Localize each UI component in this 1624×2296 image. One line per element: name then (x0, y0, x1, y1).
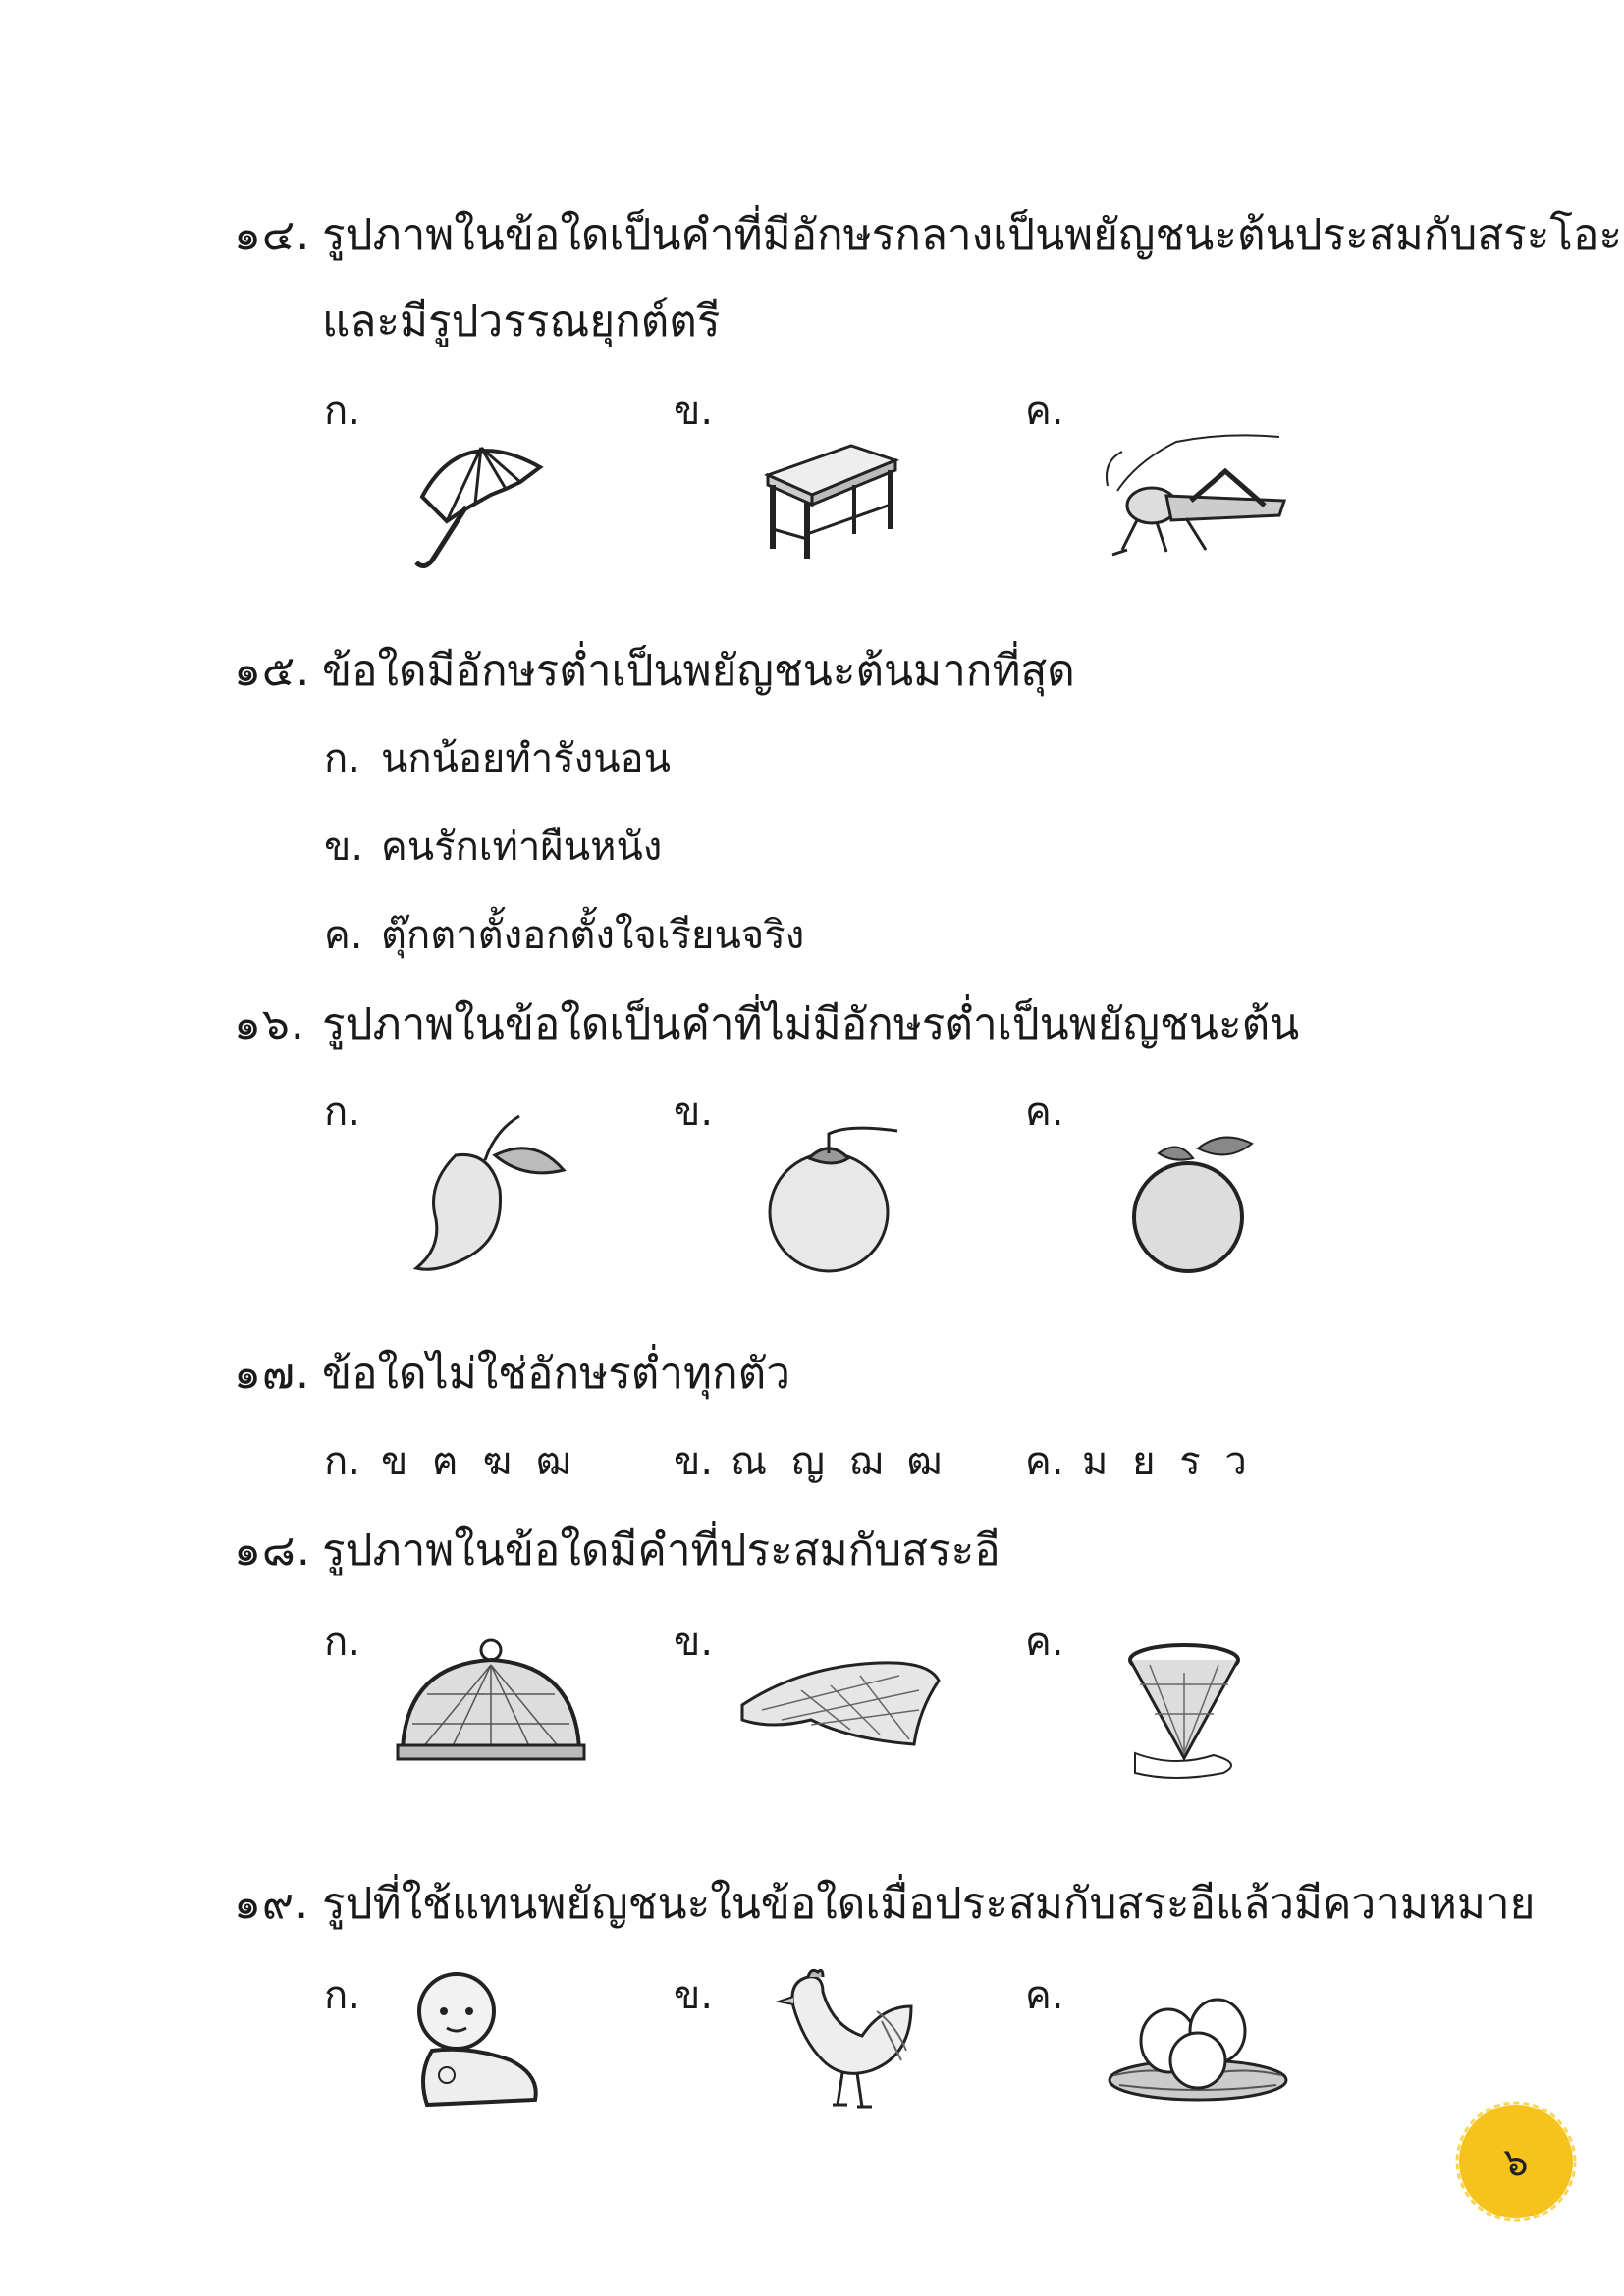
q16-option-a-label: ก. (324, 1090, 360, 1135)
q17-option-a-label: ก. (324, 1439, 360, 1484)
q14-option-a-label: ก. (324, 389, 360, 434)
pomelo-icon (1129, 1119, 1267, 1276)
q14-option-c-label: ค. (1025, 389, 1064, 434)
grasshopper-icon (1098, 432, 1294, 560)
q17-option-c-label: ค. (1025, 1439, 1064, 1484)
question-15-text: ข้อใดมีอักษรต่ำเป็นพยัญชนะต้นมากที่สุด (322, 646, 1075, 696)
q14-option-b-label: ข. (674, 389, 714, 434)
question-14-number: ๑๔. (234, 210, 311, 260)
question-18-number: ๑๘. (234, 1525, 311, 1575)
question-14-text-line2: และมีรูปวรรณยุกต์ตรี (322, 296, 721, 347)
eggs-nest-icon (1100, 1987, 1296, 2105)
question-16-text: รูปภาพในข้อใดเป็นคำที่ไม่มีอักษรต่ำเป็นพยัญชนะต้น (322, 999, 1300, 1049)
q15-option-b-text: คนรักเท่าผืนหนัง (381, 825, 663, 870)
rooster-icon (764, 1967, 921, 2114)
question-17-text: ข้อใดไม่ใช่อักษรต่ำทุกตัว (322, 1349, 790, 1399)
q18-option-a-label: ก. (324, 1620, 360, 1665)
question-17-number: ๑๗. (234, 1349, 311, 1399)
q16-option-b-label: ข. (674, 1090, 714, 1135)
q15-option-c-label: ค. (324, 913, 363, 958)
mangosteen-icon (760, 1119, 907, 1276)
desk-icon (758, 436, 905, 563)
q19-option-b-label: ข. (674, 1973, 714, 2018)
fishing-net-icon (732, 1651, 948, 1769)
question-18-text: รูปภาพในข้อใดมีคำที่ประสมกับสระอี (322, 1525, 1001, 1575)
baby-icon (403, 1967, 550, 2114)
question-19-number: ๑๙. (234, 1879, 310, 1929)
question-16-number: ๑๖. (234, 999, 305, 1049)
q19-option-c-label: ค. (1025, 1973, 1064, 2018)
umbrella-icon (403, 428, 550, 575)
q15-option-a-label: ก. (324, 736, 360, 781)
q17-option-c-text: ม ย ร ว (1082, 1439, 1253, 1484)
food-cover-icon (393, 1635, 589, 1773)
q17-option-b-label: ข. (674, 1439, 714, 1484)
q18-option-b-label: ข. (674, 1620, 714, 1665)
q15-option-c-text: ตุ๊กตาตั้งอกตั้งใจเรียนจริง (381, 913, 805, 958)
question-19-text: รูปที่ใช้แทนพยัญชนะในข้อใดเมื่อประสมกับสระอีแล้วมีความหมาย (322, 1879, 1536, 1929)
q17-option-b-text: ณ ญ ฌ ฒ (731, 1439, 948, 1484)
q18-option-c-label: ค. (1025, 1620, 1064, 1665)
page-number: ๖ (1503, 2140, 1529, 2185)
q15-option-b-label: ข. (324, 825, 364, 870)
q19-option-a-label: ก. (324, 1973, 360, 2018)
mango-icon (397, 1111, 573, 1278)
question-14-text-line1: รูปภาพในข้อใดเป็นคำที่มีอักษรกลางเป็นพยัญชนะต้นประสมกับสระโอะ (322, 210, 1623, 260)
page-number-badge (1454, 2100, 1578, 2223)
q15-option-a-text: นกน้อยทำรังนอน (381, 736, 671, 781)
q16-option-c-label: ค. (1025, 1090, 1064, 1135)
q17-option-a-text: ข ฅ ฆ ฒ (381, 1439, 578, 1484)
scoop-net-icon (1115, 1635, 1253, 1783)
question-15-number: ๑๕. (234, 646, 311, 696)
